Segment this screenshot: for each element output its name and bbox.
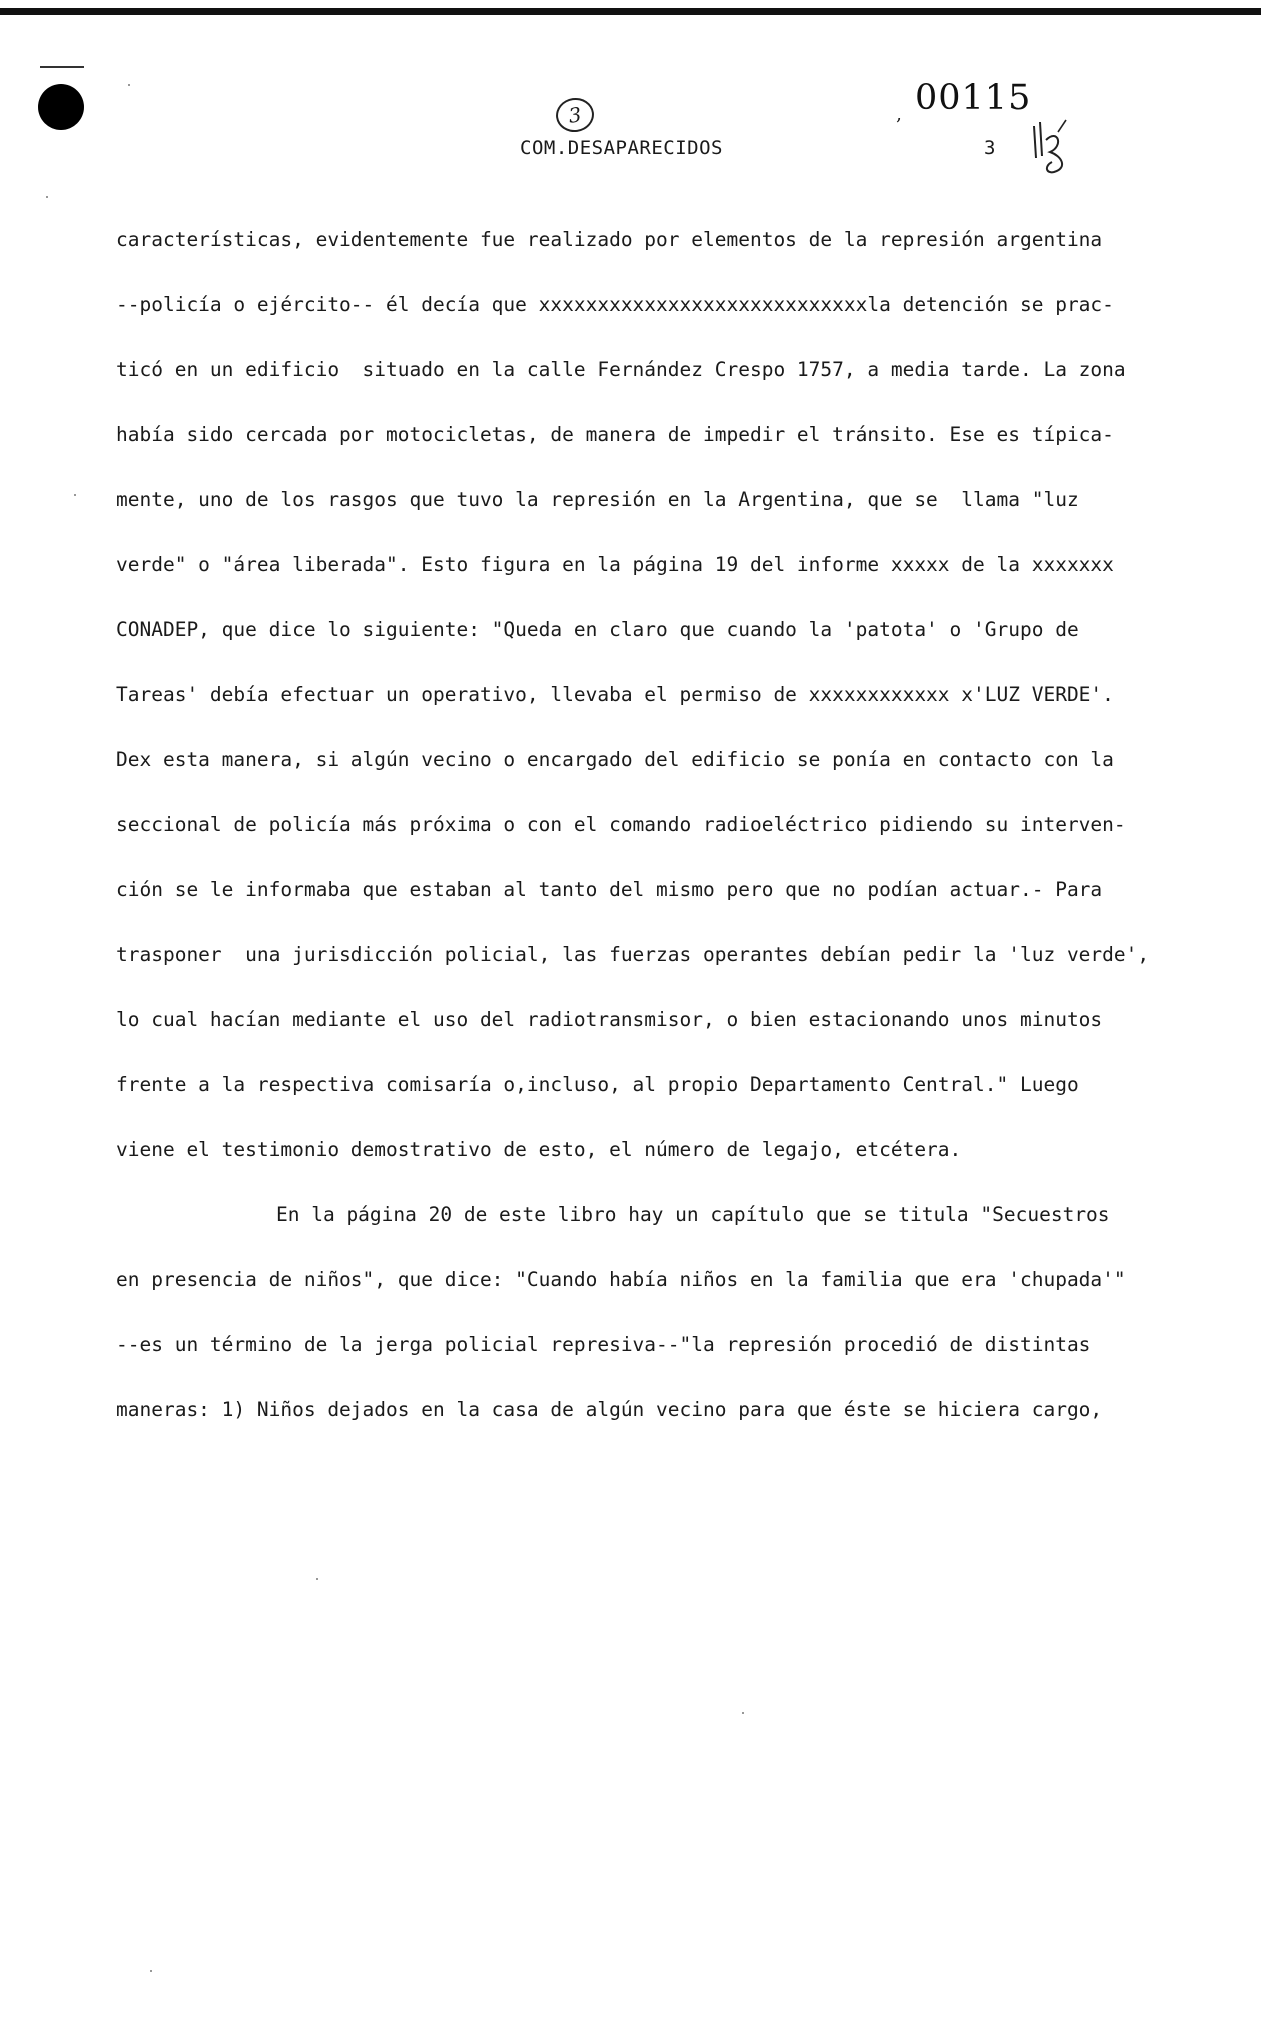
punch-hole bbox=[38, 84, 84, 130]
scan-speck bbox=[46, 196, 48, 198]
folio-stamp: 00115 bbox=[915, 78, 1032, 118]
document-body bbox=[116, 224, 1150, 1459]
text-line: había sido cercada por motocicletas, de manera de impedir el tránsito. Ese es típica- bbox=[116, 423, 1114, 446]
text-line: Tareas' debía efectuar un operativo, llevaba el permiso de xxxxxxxxxxxx x'LUZ VERDE'. bbox=[116, 683, 1114, 706]
text-line: viene el testimonio demostrativo de esto, el número de legajo, etcétera. bbox=[116, 1138, 962, 1161]
page-top-border bbox=[0, 8, 1261, 15]
scan-speck bbox=[316, 1578, 318, 1580]
text-line: mente, uno de los rasgos que tuvo la represión en la Argentina, que se llama "luz bbox=[116, 488, 1079, 511]
text-line: En la página 20 de este libro hay un capítulo que se titula "Secuestros bbox=[276, 1203, 1110, 1226]
stamp-mark: ‚ bbox=[896, 104, 902, 125]
text-line: en presencia de niños", que dice: "Cuando había niños en la familia que era 'chupada'" bbox=[116, 1268, 1126, 1291]
text-line: lo cual hacían mediante el uso del radiotransmisor, o bien estacionando unos minutos bbox=[116, 1008, 1103, 1031]
text-line: --policía o ejército-- él decía que xxxxxxxxxxxxxxxxxxxxxxxxxxxxla detención se prac- bbox=[116, 293, 1114, 316]
text-line: características, evidentemente fue realizado por elementos de la represión argentina bbox=[116, 228, 1103, 251]
circled-folio-number: 3 bbox=[554, 96, 596, 135]
scan-speck bbox=[742, 1712, 744, 1714]
scan-speck bbox=[74, 494, 76, 496]
text-line: --es un término de la jerga policial represiva--"la represión procedió de distintas bbox=[116, 1333, 1091, 1356]
text-line: maneras: 1) Niños dejados en la casa de algún vecino para que éste se hiciera cargo, bbox=[116, 1398, 1103, 1421]
text-line: seccional de policía más próxima o con el comando radioeléctrico pidiendo su interven- bbox=[116, 813, 1126, 836]
text-line: ción se le informaba que estaban al tanto del mismo pero que no podían actuar.- Para bbox=[116, 878, 1103, 901]
text-line: Dex esta manera, si algún vecino o encargado del edificio se ponía en contacto con la bbox=[116, 748, 1114, 771]
text-line: verde" o "área liberada". Esto figura en la página 19 del informe xxxxx de la xxxxxxx bbox=[116, 553, 1114, 576]
header-title: COM.DESAPARECIDOS bbox=[520, 137, 723, 159]
margin-mark bbox=[40, 66, 84, 68]
text-line: CONADEP, que dice lo siguiente: "Queda en claro que cuando la 'patota' o 'Grupo de bbox=[116, 618, 1079, 641]
scan-speck bbox=[128, 84, 130, 86]
text-line: ticó en un edificio situado en la calle Fernández Crespo 1757, a media tarde. La zona bbox=[116, 358, 1126, 381]
page-number: 3 bbox=[984, 137, 996, 159]
text-line: frente a la respectiva comisaría o,incluso, al propio Departamento Central." Luego bbox=[116, 1073, 1079, 1096]
signature-mark bbox=[1028, 118, 1078, 176]
scan-speck bbox=[150, 1970, 152, 1972]
text-line: trasponer una jurisdicción policial, las fuerzas operantes debían pedir la 'luz verde', bbox=[116, 943, 1150, 966]
